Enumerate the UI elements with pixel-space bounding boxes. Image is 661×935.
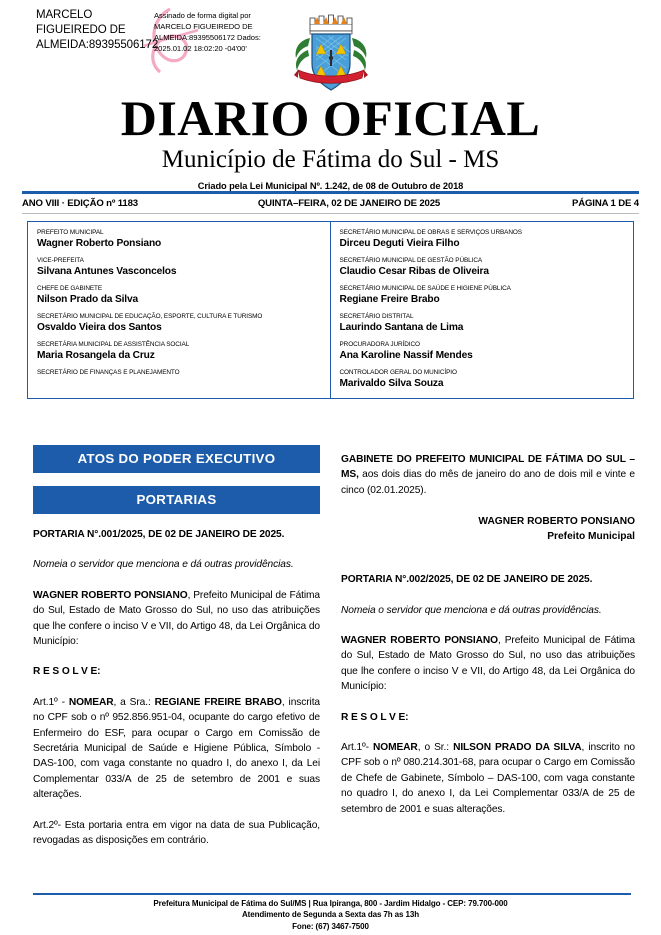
portaria-001-preamble-rest: , Prefeito Municipal de Fátima do Sul, Estado de Mato Grosso do Sul, no uso das atribuições que lhe confere o inciso V e VII, do Artigo 48, da Lei Orgânica do Município: (33, 589, 320, 648)
signature-details: Assinado de forma digital por MARCELO FIGUEIREDO DE ALMEIDA:89395506172 Dados: 2025.01.02 18:02:20 -04'00' (154, 11, 261, 53)
portaria-002-preamble-name: WAGNER ROBERTO PONSIANO (341, 635, 498, 647)
cabinet-block-bold: GABINETE DO PREFEITO MUNICIPAL DE FÁTIMA DO SUL – MS, (341, 454, 635, 481)
portaria-001-resolve: R E S O L V E: (33, 666, 101, 678)
official-entry (37, 313, 322, 334)
footer-rule (33, 893, 631, 895)
page-title: DIARIO OFICIAL (120, 90, 541, 146)
official-role: CHEFE DE GABINETE (37, 285, 103, 292)
portaria-001-heading: PORTARIA N°.001/2025, DE 02 DE JANEIRO DE 2025. (33, 529, 285, 540)
content-column-right (341, 452, 635, 832)
official-name: Marivaldo Silva Souza (339, 378, 444, 389)
official-entry (340, 285, 626, 306)
art1-mid: , a Sra.: (113, 696, 155, 708)
footer-address: Prefeitura Municipal de Fátima do Sul/MS | Rua Ipiranga, 800 - Jardim Hidalgo - CEP: 79.700-000 (153, 899, 508, 908)
issue-year-edition: ANO VIII · EDIÇÃO nº 1183 (22, 197, 138, 209)
official-entry (340, 313, 626, 334)
banner-executive-acts: ATOS DO PODER EXECUTIVO (33, 445, 320, 473)
official-entry (37, 229, 322, 250)
art1-verb: NOMEAR (68, 696, 114, 708)
official-entry (340, 341, 626, 362)
officials-box (27, 221, 634, 399)
header-rule-top (22, 191, 639, 194)
masthead-subtitle: Município de Fátima do Sul - MS (161, 146, 500, 173)
official-role: SECRETÁRIO MUNICIPAL DE EDUCAÇÃO, ESPORTE, CULTURA E TURISMO (37, 313, 263, 320)
footer (0, 898, 661, 932)
portaria-001-article-2: Art.2º- Esta portaria entra em vigor na data de sua Publicação, revogadas as disposições em contrário. (33, 819, 320, 847)
signature-subject: MARCELO FIGUEIREDO DE ALMEIDA:89395506172 (36, 9, 159, 51)
official-name: Silvana Antunes Vasconcelos (37, 266, 177, 277)
signature-block (341, 514, 635, 544)
masthead (0, 92, 661, 193)
official-role: SECRETÁRIO DE FINANÇAS E PLANEJAMENTO (37, 369, 180, 376)
official-name: Dirceu Deguti Vieira Filho (339, 238, 460, 249)
officials-column-right (331, 222, 634, 398)
official-role: SECRETÁRIO DISTRITAL (339, 313, 414, 320)
official-role: PREFEITO MUNICIPAL (37, 229, 104, 236)
official-name: Regiane Freire Brabo (339, 294, 440, 305)
portaria-002-preamble (341, 633, 635, 695)
portaria-002-preamble-rest: , Prefeito Municipal de Fátima do Sul, Estado de Mato Grosso do Sul, no uso das atribuições que lhe confere o inciso V e VII, do Artigo 48, da Lei Orgânica do Município: (341, 635, 635, 693)
official-role: PROCURADORA JURÍDICO (339, 341, 420, 348)
art1-prefix: Art.1º - (33, 696, 69, 708)
art1-person: REGIANE FREIRE BRABO (154, 696, 282, 708)
portaria-002-article-1 (341, 740, 635, 817)
official-name: Maria Rosangela da Cruz (37, 350, 155, 361)
official-name: Osvaldo Vieira dos Santos (37, 322, 162, 333)
footer-phone: Fone: (67) 3467-7500 (292, 921, 369, 931)
official-role: VICE-PREFEITA (37, 257, 84, 264)
issue-page-number: PÁGINA 1 DE 4 (571, 197, 639, 209)
coat-of-arms-icon (288, 8, 374, 100)
header-rule-bottom (22, 213, 639, 214)
digital-signature-stamp (36, 6, 271, 76)
art1-mid: , o Sr.: (417, 742, 454, 754)
official-entry (340, 229, 626, 250)
official-role: CONTROLADOR GERAL DO MUNICÍPIO (339, 369, 457, 376)
cabinet-block (341, 452, 635, 498)
issue-bar (22, 195, 639, 211)
official-role: SECRETÁRIA MUNICIPAL DE ASSISTÊNCIA SOCIAL (37, 341, 190, 348)
official-entry (37, 285, 322, 306)
official-entry (340, 257, 626, 278)
officials-column-left (28, 222, 331, 398)
official-role: SECRETÁRIO MUNICIPAL DE SAÚDE E HIGIENE PÚBLICA (339, 285, 511, 292)
official-entry (340, 369, 626, 390)
official-name: Wagner Roberto Ponsiano (37, 238, 162, 249)
art1-prefix: Art.1º- (341, 742, 373, 754)
official-entry (37, 257, 322, 278)
art1-rest: , inscrita no CPF sob o nº 952.856.951-04, ocupante do cargo efetivo de Enfermeiro do ESF, para ocupar o Cargo em Comissão de Secretária Municipal de Saúde e Higiene Pública, Símbolo - DAS-100, com vaga constante no quadro I, do anexo I, da Lei Complementar 033/A de 25 de setembro de 2001 e suas alterações. (33, 696, 320, 801)
official-name: Ana Karoline Nassif Mendes (339, 350, 473, 361)
signer-role: Prefeito Municipal (547, 531, 635, 543)
signer-name: WAGNER ROBERTO PONSIANO (478, 516, 635, 528)
art1-rest: , inscrito no CPF sob o nº 080.214.301-68, para ocupar o Cargo em Comissão de Chefe de Gabinete, Símbolo – DAS-100, com vaga constante no quadro I, do anexo I, da Lei Complementar 033/A de 25 de setembro de 2001 e suas alterações. (341, 742, 635, 815)
content-column-left (33, 445, 320, 864)
portaria-001-summary: Nomeia o servidor que menciona e dá outras providências. (33, 559, 294, 571)
official-entry (37, 341, 322, 362)
footer-hours: Atendimento de Segunda a Sexta das 7h as 13h (242, 910, 419, 920)
official-role: SECRETÁRIO MUNICIPAL DE OBRAS E SERVIÇOS URBANOS (339, 229, 522, 236)
official-entry (37, 369, 322, 377)
cabinet-block-rest: aos dois dias do mês de janeiro do ano de dois mil e vinte e cinco (02.01.2025). (341, 469, 635, 496)
portaria-001-preamble-name: WAGNER ROBERTO PONSIANO (33, 589, 188, 601)
portaria-002-summary: Nomeia o servidor que menciona e dá outras providências. (341, 604, 602, 616)
official-role: SECRETÁRIO MUNICIPAL DE GESTÃO PÚBLICA (339, 257, 483, 264)
issue-date: QUINTA–FEIRA, 02 DE JANEIRO DE 2025 (257, 197, 441, 209)
art1-person: NILSON PRADO DA SILVA (453, 742, 582, 754)
official-name: Claudio Cesar Ribas de Oliveira (339, 266, 489, 277)
official-name: Laurindo Santana de Lima (339, 322, 464, 333)
art1-verb: NOMEAR (373, 742, 418, 754)
banner-portarias: PORTARIAS (33, 486, 320, 514)
portaria-002-resolve: R E S O L V E: (341, 711, 409, 723)
portaria-001-preamble (33, 588, 320, 650)
portaria-002-heading: PORTARIA N°.002/2025, DE 02 DE JANEIRO DE 2025. (341, 574, 593, 586)
masthead-law-line: Criado pela Lei Municipal Nº. 1.242, de 08 de Outubro de 2018 (197, 181, 464, 191)
official-name: Nilson Prado da Silva (37, 294, 139, 305)
portaria-001-article-1 (33, 695, 320, 803)
